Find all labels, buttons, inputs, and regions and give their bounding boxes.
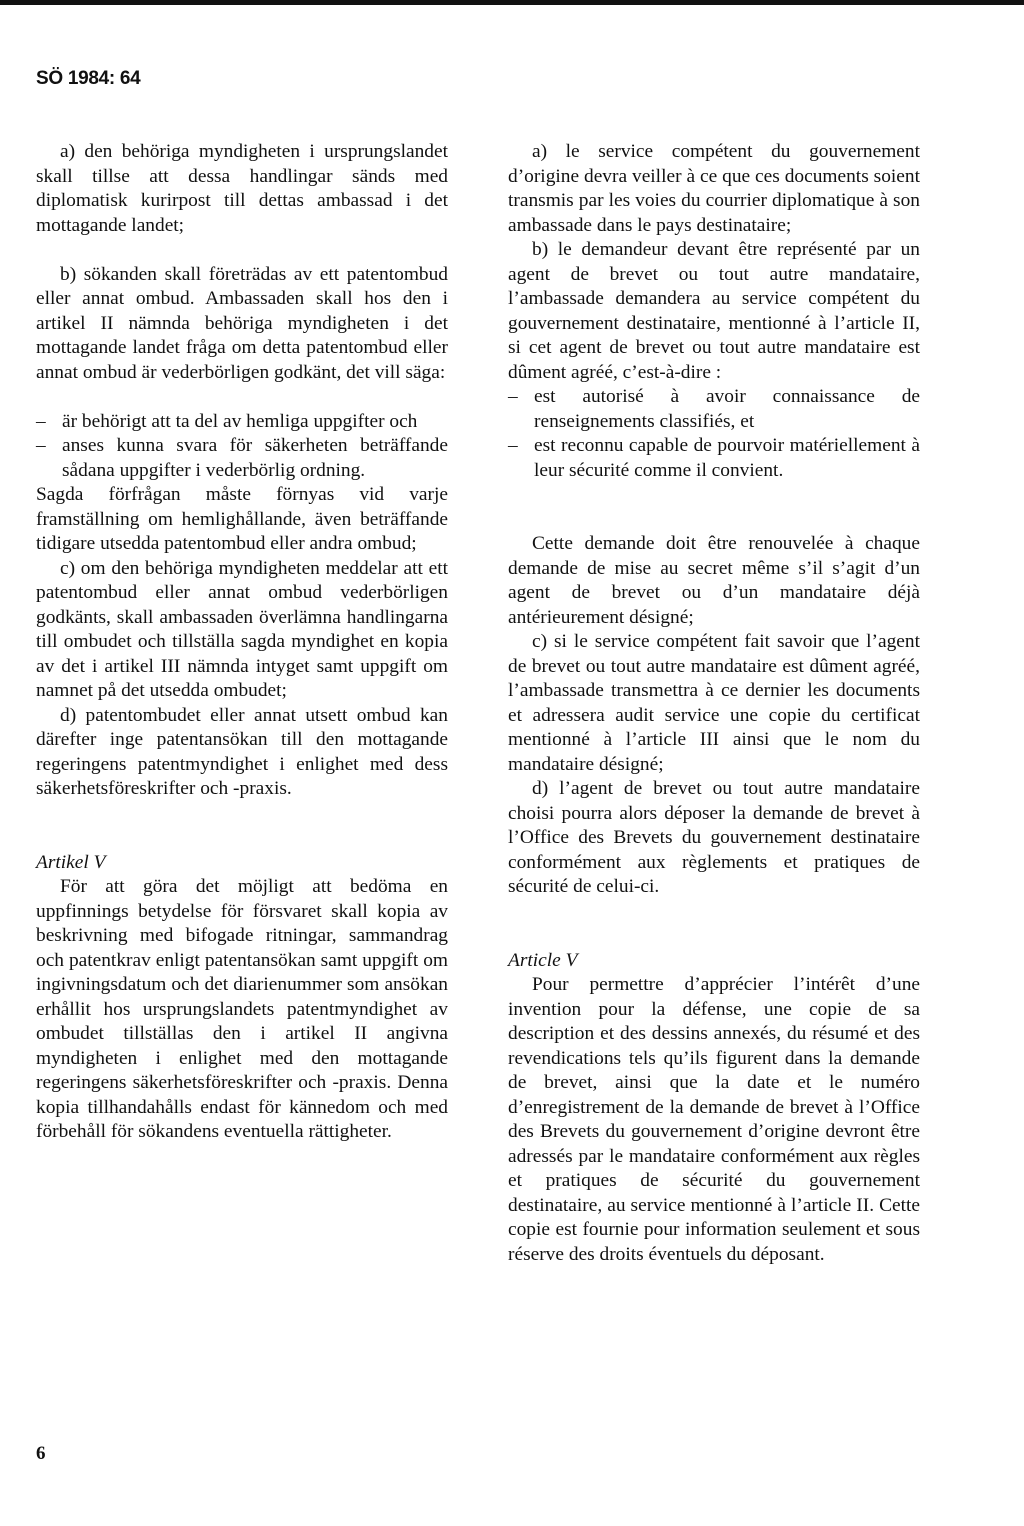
fr-para-d: d) l’agent de brevet ou tout autre mandataire choisi pourra alors déposer la demande de brevet à l’Office des Brevets du gouvernement destinataire conformément aux règlements et pratiques de sécurité de celui-ci. — [508, 778, 920, 897]
fr-dash-item-2 — [508, 434, 920, 483]
fr-renewal: Cette demande doit être renouvelée à chaque demande de mise au secret même s’il s’agit d’un agent de brevet ou d’un mandataire déjà antérieurement désigné; — [508, 533, 920, 628]
dash-mark: – — [36, 410, 46, 432]
fr-para-a: a) le service compétent du gouvernement d’origine devra veiller à ce que ces documents soient transmis par les voies du courrier diplomatique à son ambassade dans le pays destinataire; — [508, 141, 920, 236]
sv-para-c: c) om den behöriga myndigheten meddelar att ett patentombud eller annat ombud vederbörligen godkänts, skall ambassaden överlämna handlingarna till ombudet och tillställa sagda myndighet en kopia av det i artikel III nämnda intyget samt uppgift om namnet på det utsedda ombudet; — [36, 557, 448, 701]
sv-article-text: För att göra det möjligt att bedöma en uppfinnings betydelse för försvaret skall kopia av beskrivning med bifogade ritningar, sammandrag och patentkrav enligt patentansökan samt uppgift om ingivningsdatum och det diarienummer som ansökan erhållit hos ursprungslandets patentmyndighet av ombudet tillställas den i artikel II angivna myndigheten i enlighet med den mottagande regeringens säkerhetsföreskrifter och -praxis. Denna kopia tillhandahålls endast för kännedom och med förbehåll för sökandens eventuella rättigheter. — [36, 876, 448, 1142]
sv-para-b: b) sökanden skall företrädas av ett patentombud eller annat ombud. Ambassaden skall hos den i artikel II nämnda behöriga myndigheten i det mottagande landet fråga om detta patentombud eller annat ombud är vederbörligen godkänt, det vill säga: — [36, 263, 448, 383]
sv-dash-item-2 — [36, 434, 448, 483]
dash-mark: – — [508, 386, 518, 407]
dash-mark: – — [508, 435, 518, 456]
top-rule — [0, 0, 1024, 5]
fr-dash-item-1 — [508, 385, 920, 434]
sv-para-a: a) den behöriga myndigheten i ursprungslandet skall tillse att dessa handlingar sänds med diplomatisk kurirpost till dettas ambassad i det mottagande landet; — [36, 141, 448, 236]
page-number: 6 — [36, 1443, 46, 1464]
sv-para-d: d) patentombudet eller annat utsett ombud kan därefter inge patentansökan till den mottagande regeringens patentmyndighet i enlighet med dess säkerhetsföreskrifter och -praxis. — [36, 704, 448, 799]
sv-dash-item-1 — [36, 410, 448, 435]
sv-article-heading: Artikel V — [36, 851, 106, 873]
sv-renewal: Sagda förfrågan måste förnyas vid varje framställning om hemlighållande, även beträffande tidigare utsedda patentombud eller andra ombud; — [36, 484, 448, 554]
fr-dash-text-1: est autorisé à avoir connaissance de renseignements classifiés, et — [534, 386, 920, 432]
fr-dash-text-2: est reconnu capable de pourvoir matériellement à leur sécurité comme il convient. — [534, 435, 920, 481]
dash-mark: – — [36, 435, 46, 456]
sv-dash-text-1: är behörigt att ta del av hemliga uppgifter och — [62, 410, 418, 432]
swedish-column — [36, 140, 448, 1145]
french-column — [508, 140, 920, 1267]
fr-article-heading: Article V — [508, 949, 578, 971]
sv-dash-text-2: anses kunna svara för säkerheten beträffande sådana uppgifter i vederbörlig ordning. — [62, 435, 448, 481]
fr-para-b: b) le demandeur devant être représenté par un agent de brevet ou tout autre mandataire, l’ambassade demandera au service compétent du gouvernement destinataire, mentionné à l’article II, si cet agent de brevet ou tout autre mandataire est dûment agréé, c’est-à-dire : — [508, 239, 920, 383]
fr-para-c: c) si le service compétent fait savoir que l’agent de brevet ou tout autre mandataire est dûment agréé, l’ambassade transmettra à ce dernier les documents et adressera audit service une copie du certificat mentionné à l’article III ainsi que le nom du mandataire désigné; — [508, 631, 920, 775]
document-reference: SÖ 1984: 64 — [36, 68, 141, 89]
fr-article-text: Pour permettre d’apprécier l’intérêt d’une invention pour la défense, une copie de sa description et des dessins annexés, du résumé et des revendications tels qu’ils figurent dans la demande de brevet, ainsi que la date et le numéro d’enregistrement de la demande de brevet à l’Office des Brevets du gouvernement d’origine devront être adressés par le mandataire conformément aux règles et pratiques de sécurité du gouvernement destinataire, au service mentionné à l’article II. Cette copie est fournie pour information seulement et sous réserve des droits éventuels du déposant. — [508, 974, 920, 1265]
